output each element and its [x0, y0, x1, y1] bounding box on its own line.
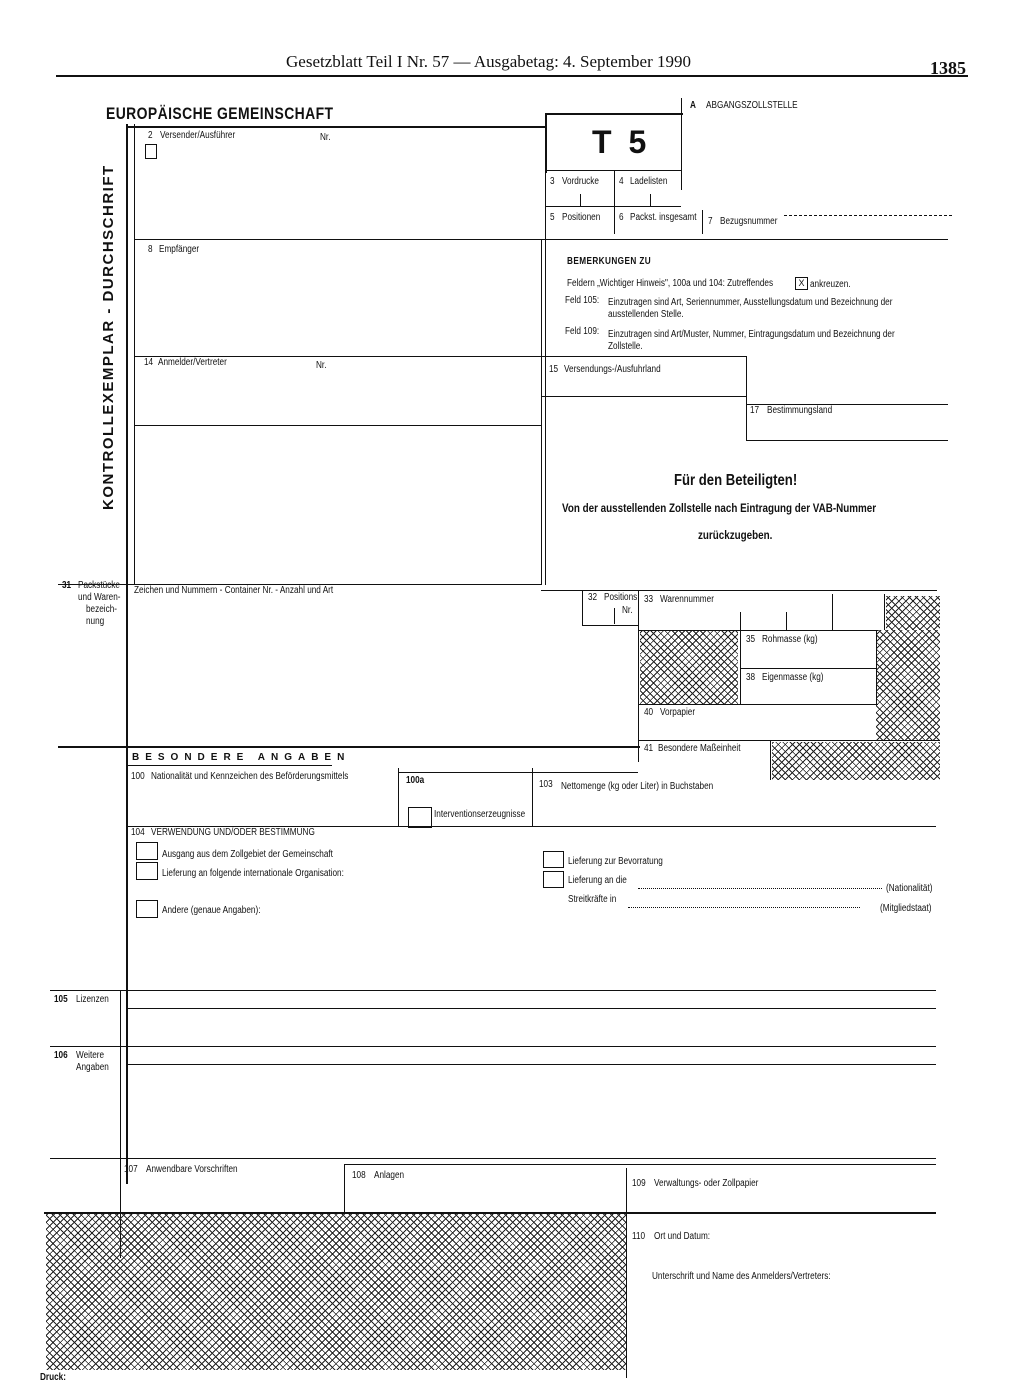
- field-2-checkbox[interactable]: [145, 144, 157, 159]
- box103-top: [398, 772, 638, 773]
- field-104-checkbox-1[interactable]: [136, 842, 158, 860]
- field-3-number: 3: [550, 176, 555, 187]
- box15-bottom: [541, 396, 747, 397]
- box32-bottom: [582, 625, 638, 626]
- nationality-dots: [638, 888, 882, 889]
- field-107-label: Anwendbare Vorschriften: [146, 1164, 238, 1175]
- field-6-label: Packst. insgesamt: [630, 212, 697, 223]
- print-footer: Druck:: [40, 1372, 66, 1383]
- field-14-label: Anmelder/Vertreter: [158, 357, 227, 368]
- box105-row: [126, 1008, 936, 1009]
- box109-left: [626, 1168, 627, 1378]
- field-a-label: ABGANGSZOLLSTELLE: [706, 100, 798, 111]
- box108-left: [344, 1164, 345, 1212]
- box7-dashed: [784, 215, 952, 216]
- field-100a-number: 100a: [406, 775, 425, 786]
- box4-divider: [614, 170, 615, 234]
- box40-top: [638, 704, 878, 705]
- field-104-checkbox-5[interactable]: [543, 871, 564, 888]
- field-31-label-2: und Waren-: [78, 592, 121, 603]
- field-109-number: 109: [632, 1178, 646, 1189]
- field-105-label: Lizenzen: [76, 994, 109, 1005]
- field-100-label: Nationalität und Kennzeichen des Beförderungsmittels: [151, 771, 349, 782]
- field-32-label-2: Nr.: [622, 605, 633, 616]
- field-104-option-3: Andere (genaue Angaben):: [162, 905, 261, 916]
- box108-top: [344, 1164, 936, 1165]
- field-7-label: Bezugsnummer: [720, 216, 778, 227]
- remarks-line2a: Einzutragen sind Art, Seriennummer, Ausstellungsdatum und Bezeichnung der: [608, 297, 893, 308]
- box3-4-bottom: [545, 206, 681, 207]
- notice-line2: zurückzugeben.: [698, 528, 773, 542]
- community-title: EUROPÄISCHE GEMEINSCHAFT: [106, 104, 334, 123]
- field-38-label: Eigenmasse (kg): [762, 672, 824, 683]
- box32-left: [582, 590, 583, 626]
- remarks-x-box: X: [795, 277, 808, 290]
- box31-top-right: [541, 590, 937, 591]
- field-a-number: A: [690, 100, 696, 111]
- box2-top: [126, 126, 546, 128]
- remarks-line1b: ankreuzen.: [810, 279, 851, 290]
- notice-title: Für den Beteiligten!: [674, 472, 798, 489]
- box35-left: [740, 630, 741, 704]
- box33-right: [884, 594, 885, 630]
- box41-hatch: [772, 742, 940, 780]
- field-31-label-1: Packstücke: [78, 580, 120, 591]
- gazette-header: Gesetzblatt Teil I Nr. 57 — Ausgabetag: 4. September 1990: [286, 52, 691, 71]
- field-40-number: 40: [644, 707, 654, 718]
- special-top: [58, 746, 640, 748]
- field-8-label: Empfänger: [159, 244, 200, 255]
- field-2-label: Versender/Ausführer: [160, 130, 236, 141]
- field-104-option-4: Lieferung zur Bevorratung: [568, 856, 663, 867]
- field-100-number: 100: [131, 771, 145, 782]
- remarks-line3b: Zollstelle.: [608, 341, 643, 352]
- box35-hatch-left: [640, 630, 738, 704]
- field-2-number: 2: [148, 130, 153, 141]
- box17-bottom: [746, 440, 948, 441]
- field-17-label: Bestimmungsland: [767, 405, 833, 416]
- field-40-label: Vorpapier: [660, 707, 696, 718]
- field-109-label: Verwaltungs- oder Zollpapier: [654, 1178, 759, 1189]
- field-6-number: 6: [619, 212, 624, 223]
- field-106-label-1: Weitere: [76, 1050, 105, 1061]
- field-15-number: 15: [549, 364, 559, 375]
- page-number: 1385: [930, 58, 966, 78]
- field-100a-label: Interventionserzeugnisse: [434, 809, 526, 820]
- left-border: [134, 124, 135, 584]
- box35-right: [876, 630, 877, 704]
- box35-hatch-right: [876, 630, 940, 740]
- field-110-label: Ort und Datum:: [654, 1231, 711, 1242]
- box110-hatch: [46, 1214, 626, 1370]
- remarks-line1a: Feldern „Wichtiger Hinweis", 100a und 104: Zutreffendes: [567, 278, 774, 289]
- field-4-label: Ladelisten: [630, 176, 668, 187]
- field-38-number: 38: [746, 672, 756, 683]
- box35-top: [638, 630, 878, 631]
- field-104-checkbox-4[interactable]: [543, 851, 564, 868]
- side-label-border: [126, 124, 128, 1184]
- remarks-line3a: Einzutragen sind Art/Muster, Nummer, Eintragungsdatum und Bezeichnung der: [608, 329, 895, 340]
- box33-tick-2: [786, 612, 787, 630]
- field-110-signature: Unterschrift und Name des Anmelders/Vertreters:: [652, 1271, 831, 1282]
- field-33-label: Warennummer: [660, 594, 714, 605]
- field-103-label: Nettomenge (kg oder Liter) in Buchstaben: [561, 781, 714, 792]
- remarks-line2-label: Feld 105:: [565, 295, 600, 306]
- box106-top: [50, 1046, 936, 1047]
- field-108-label: Anlagen: [374, 1170, 405, 1181]
- field-7-number: 7: [708, 216, 713, 227]
- field-104-label: VERWENDUNG UND/ODER BESTIMMUNG: [151, 827, 315, 838]
- field-31-desc: Zeichen und Nummern - Container Nr. - Anzahl und Art: [134, 585, 334, 596]
- field-104-option-5b: Streitkräfte in: [568, 894, 617, 905]
- field-3-label: Vordrucke: [562, 176, 599, 187]
- header-rule: [56, 75, 968, 77]
- box33-hatch: [886, 596, 940, 630]
- field-105-number: 105: [54, 994, 68, 1005]
- member-dots: [628, 907, 860, 908]
- box33-tick-1: [740, 612, 741, 630]
- box6-divider: [702, 210, 703, 234]
- field-32-number: 32: [588, 592, 598, 603]
- box33-left: [638, 590, 639, 762]
- special-sep: [126, 765, 332, 766]
- field-107-number: 107: [124, 1164, 138, 1175]
- field-108-number: 108: [352, 1170, 366, 1181]
- box3-divider: [545, 170, 546, 585]
- special-title: BESONDERE ANGABEN: [132, 752, 351, 763]
- side-label: KONTROLLEXEMPLAR - DURCHSCHRIFT: [100, 164, 117, 510]
- box100-right: [398, 768, 399, 826]
- field-100a-checkbox[interactable]: [408, 807, 432, 828]
- box14-bottom: [134, 425, 542, 426]
- field-4-number: 4: [619, 176, 624, 187]
- field-104-memberstate: (Mitgliedstaat): [880, 903, 932, 914]
- field-104-option-5: Lieferung an die: [568, 875, 627, 886]
- field-14-nr: Nr.: [316, 360, 327, 371]
- remarks-title: BEMERKUNGEN ZU: [567, 256, 652, 267]
- field-41-label: Besondere Maßeinheit: [658, 743, 741, 754]
- remarks-line3-label: Feld 109:: [565, 326, 600, 337]
- a-field-divider: [681, 98, 682, 190]
- box32-tick: [614, 608, 615, 624]
- field-104-checkbox-3[interactable]: [136, 900, 158, 918]
- field-14-number: 14: [144, 357, 154, 368]
- box107-top: [50, 1158, 936, 1159]
- notice-line1: Von der ausstellenden Zollstelle nach Eintragung der VAB-Nummer: [562, 501, 877, 515]
- remarks-line2b: ausstellenden Stelle.: [608, 309, 684, 320]
- field-31-label-3: bezeich-: [86, 604, 118, 615]
- field-104-option-1: Ausgang aus dem Zollgebiet der Gemeinschaft: [162, 849, 333, 860]
- form-code: T 5: [592, 124, 651, 160]
- field-104-number: 104: [131, 827, 145, 838]
- field-35-number: 35: [746, 634, 756, 645]
- field-17-number: 17: [750, 405, 760, 416]
- box105-top: [50, 990, 936, 991]
- field-2-nr: Nr.: [320, 132, 331, 143]
- box33-tick-3: [832, 594, 833, 630]
- box8-divider: [541, 239, 542, 585]
- box41-top: [638, 740, 940, 741]
- field-5-number: 5: [550, 212, 555, 223]
- field-8-number: 8: [148, 244, 153, 255]
- field-104-checkbox-2[interactable]: [136, 862, 158, 880]
- field-106-label-2: Angaben: [76, 1062, 109, 1073]
- field-33-number: 33: [644, 594, 654, 605]
- field-15-label: Versendungs-/Ausfuhrland: [564, 364, 661, 375]
- box15-right: [746, 356, 747, 440]
- field-110-number: 110: [632, 1231, 646, 1242]
- field-41-number: 41: [644, 743, 654, 754]
- box106-row: [126, 1064, 936, 1065]
- field-104-option-2: Lieferung an folgende internationale Organisation:: [162, 868, 344, 879]
- field-32-label-1: Positions: [604, 592, 638, 603]
- box3-tick: [580, 194, 581, 206]
- box4-tick: [650, 194, 651, 206]
- box38-top: [740, 668, 876, 669]
- field-31-number: 31: [62, 580, 72, 591]
- field-104-nationality: (Nationalität): [886, 883, 933, 894]
- field-106-number: 106: [54, 1050, 68, 1061]
- t5-bottom: [545, 170, 681, 171]
- field-31-label-4: nung: [86, 616, 105, 627]
- field-5-label: Positionen: [562, 212, 601, 223]
- box100a-right: [532, 768, 533, 826]
- field-35-label: Rohmasse (kg): [762, 634, 818, 645]
- box41-divider: [770, 740, 771, 780]
- field-103-number: 103: [539, 779, 553, 790]
